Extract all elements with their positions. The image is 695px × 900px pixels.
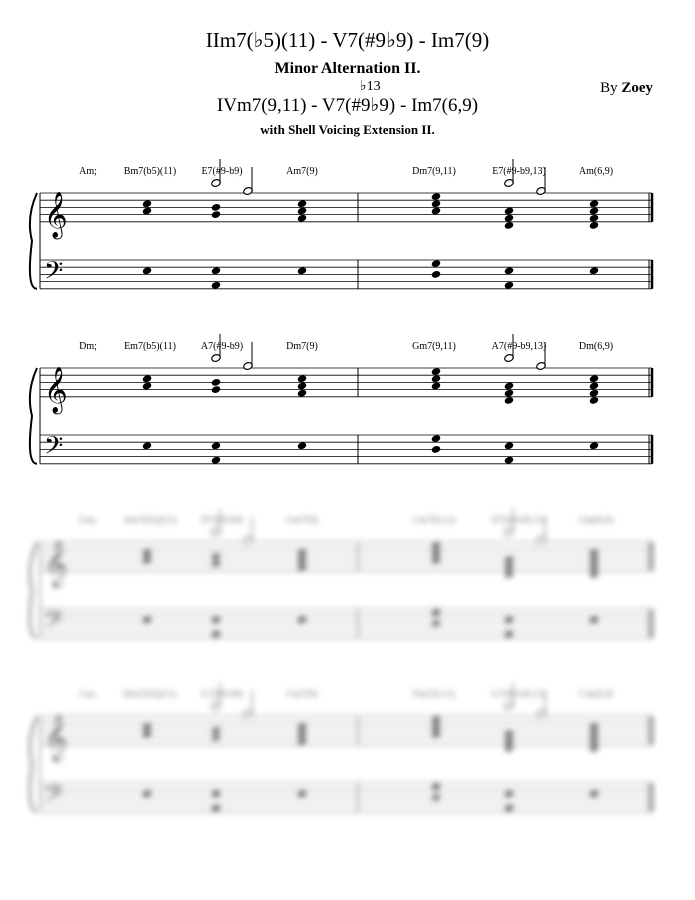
notehead [142,789,152,798]
notehead [504,206,514,215]
notehead [142,266,152,275]
notehead [297,214,307,223]
notehead [142,729,152,738]
notehead [431,199,441,208]
notehead [297,206,307,215]
grand-staff-brace [30,368,37,464]
notehead [431,206,441,215]
notehead [504,789,514,798]
notehead [589,396,599,405]
chord-label: Gm7(9,11) [412,341,456,352]
notehead [211,441,221,450]
notehead [589,615,599,624]
chord-label: Am(6,9) [578,166,614,177]
chord-label: Am; [79,166,97,177]
notehead [589,214,599,223]
chord-label: Cm7(9) [286,689,318,700]
chord-label: Bm7(b5)(11) [123,166,177,177]
notehead [142,441,152,450]
composer-prefix: By [600,80,622,96]
notehead [431,608,441,617]
notehead [431,541,441,550]
notehead [504,456,514,465]
system-gm [30,508,652,641]
notehead [297,441,307,450]
notehead [142,199,152,208]
notehead [589,744,599,753]
chord-label: D7(#9-b9) [200,515,244,526]
chord-label: G7(#9-b9) [200,689,244,700]
notehead [589,789,599,798]
system-cm [30,682,652,815]
notehead [589,570,599,579]
notehead [589,563,599,572]
grand-staff-brace [30,716,37,812]
notehead [589,441,599,450]
notehead [211,378,221,387]
notehead [211,726,221,735]
title-line-2: Minor Alternation II. [274,60,421,77]
notehead [142,381,152,390]
chord-label: Dm7(9,11) [412,166,456,177]
notehead [211,385,221,394]
chord-label: Cm(6,9) [579,689,613,700]
notehead [142,374,152,383]
treble-clef-icon: 𝄞 [44,366,68,413]
system-dm [30,334,652,467]
notehead [504,570,514,579]
notehead [142,615,152,624]
notehead [589,374,599,383]
notehead [297,737,307,746]
notehead [142,548,152,557]
chord-label: Gm7(9) [286,515,318,526]
title-line-3-superscript: ♭13 [360,79,381,94]
notehead [297,729,307,738]
notehead [504,214,514,223]
notehead [297,555,307,564]
notehead [211,203,221,212]
notehead [589,555,599,564]
chord-label: Dm; [79,341,97,352]
notehead [211,552,221,561]
chord-label: E7(#9-b9) [201,166,243,177]
notehead [211,266,221,275]
chord-label: Cm; [79,689,97,700]
chord-label: Em7(b5)(11) [124,341,176,352]
notehead [431,729,441,738]
title-line-3: IVm7(9,11) - V7(#9♭9) - Im7(6,9) [216,95,479,116]
chord-label: A7(#9-b9,13) [491,341,547,352]
notehead [431,555,441,564]
bass-clef-icon: 𝄢 [44,779,64,815]
notehead [589,199,599,208]
chord-label: E7(#9-b9,13) [492,166,546,177]
bass-clef-icon: 𝄢 [44,256,64,292]
notehead [431,367,441,376]
chord-label: A7(#9-b9) [200,341,244,352]
notehead [431,374,441,383]
chord-label: Gm; [79,515,97,526]
notehead [431,434,441,443]
system-am [30,159,652,292]
notehead [431,548,441,557]
notehead [211,456,221,465]
chord-label: Gm(6,9) [578,515,614,526]
notehead [297,389,307,398]
notehead [504,281,514,290]
chord-label: D7(#9-b9,13) [491,515,547,526]
notehead [504,804,514,813]
chord-label: Cm7(9,11) [412,515,456,526]
notehead [142,555,152,564]
notehead [142,206,152,215]
notehead [211,615,221,624]
notehead [504,555,514,564]
notehead [431,381,441,390]
notehead [297,199,307,208]
treble-clef-icon: 𝄞 [44,191,68,238]
notehead [589,381,599,390]
notehead [211,733,221,742]
grand-staff-brace [30,542,37,638]
notehead [431,722,441,731]
notehead [589,737,599,746]
chord-label: Fm7(9,11) [412,689,456,700]
chord-label: Dm7(b5)(11) [123,689,177,700]
notehead [504,221,514,230]
notehead [142,722,152,731]
notehead [589,389,599,398]
chord-label: G7(#9-b9,13) [491,689,547,700]
notehead [297,615,307,624]
notehead [211,789,221,798]
treble-clef-icon: 𝄞 [44,714,68,761]
notehead [589,221,599,230]
composer-name: Zoey [621,80,653,96]
notehead [589,722,599,731]
bass-clef-icon: 𝄢 [44,605,64,641]
notehead [504,630,514,639]
notehead [297,374,307,383]
title-line-4: with Shell Voicing Extension II. [260,122,435,137]
notehead [504,744,514,753]
notehead [431,793,441,802]
title-line-1: IIm7(♭5)(11) - V7(#9♭9) - Im7(9) [205,28,490,52]
notehead [504,615,514,624]
notehead [504,381,514,390]
notehead [431,270,441,279]
notehead [211,281,221,290]
notehead [211,804,221,813]
notehead [297,266,307,275]
notehead [297,548,307,557]
chord-label: Dm7(9) [286,341,318,352]
chord-label: Dm(6,9) [578,341,614,352]
notehead [504,266,514,275]
notehead [504,396,514,405]
notehead [211,210,221,219]
grand-staff-brace [30,193,37,289]
notehead [431,619,441,628]
notehead [297,381,307,390]
notehead [589,548,599,557]
notehead [589,729,599,738]
notehead [504,729,514,738]
notehead [504,737,514,746]
notehead [431,445,441,454]
bass-clef-icon: 𝄢 [44,431,64,467]
notehead [211,559,221,568]
notehead [504,389,514,398]
chord-label: Am7(b5)(11) [123,515,177,526]
notehead [504,441,514,450]
chord-label: Am7(9) [286,166,318,177]
notehead [431,715,441,724]
notehead [504,563,514,572]
notehead [297,722,307,731]
notehead [431,192,441,201]
notehead [431,782,441,791]
notehead [431,259,441,268]
notehead [297,789,307,798]
notehead [589,266,599,275]
notehead [589,206,599,215]
notehead [297,563,307,572]
notehead [211,630,221,639]
treble-clef-icon: 𝄞 [44,540,68,587]
